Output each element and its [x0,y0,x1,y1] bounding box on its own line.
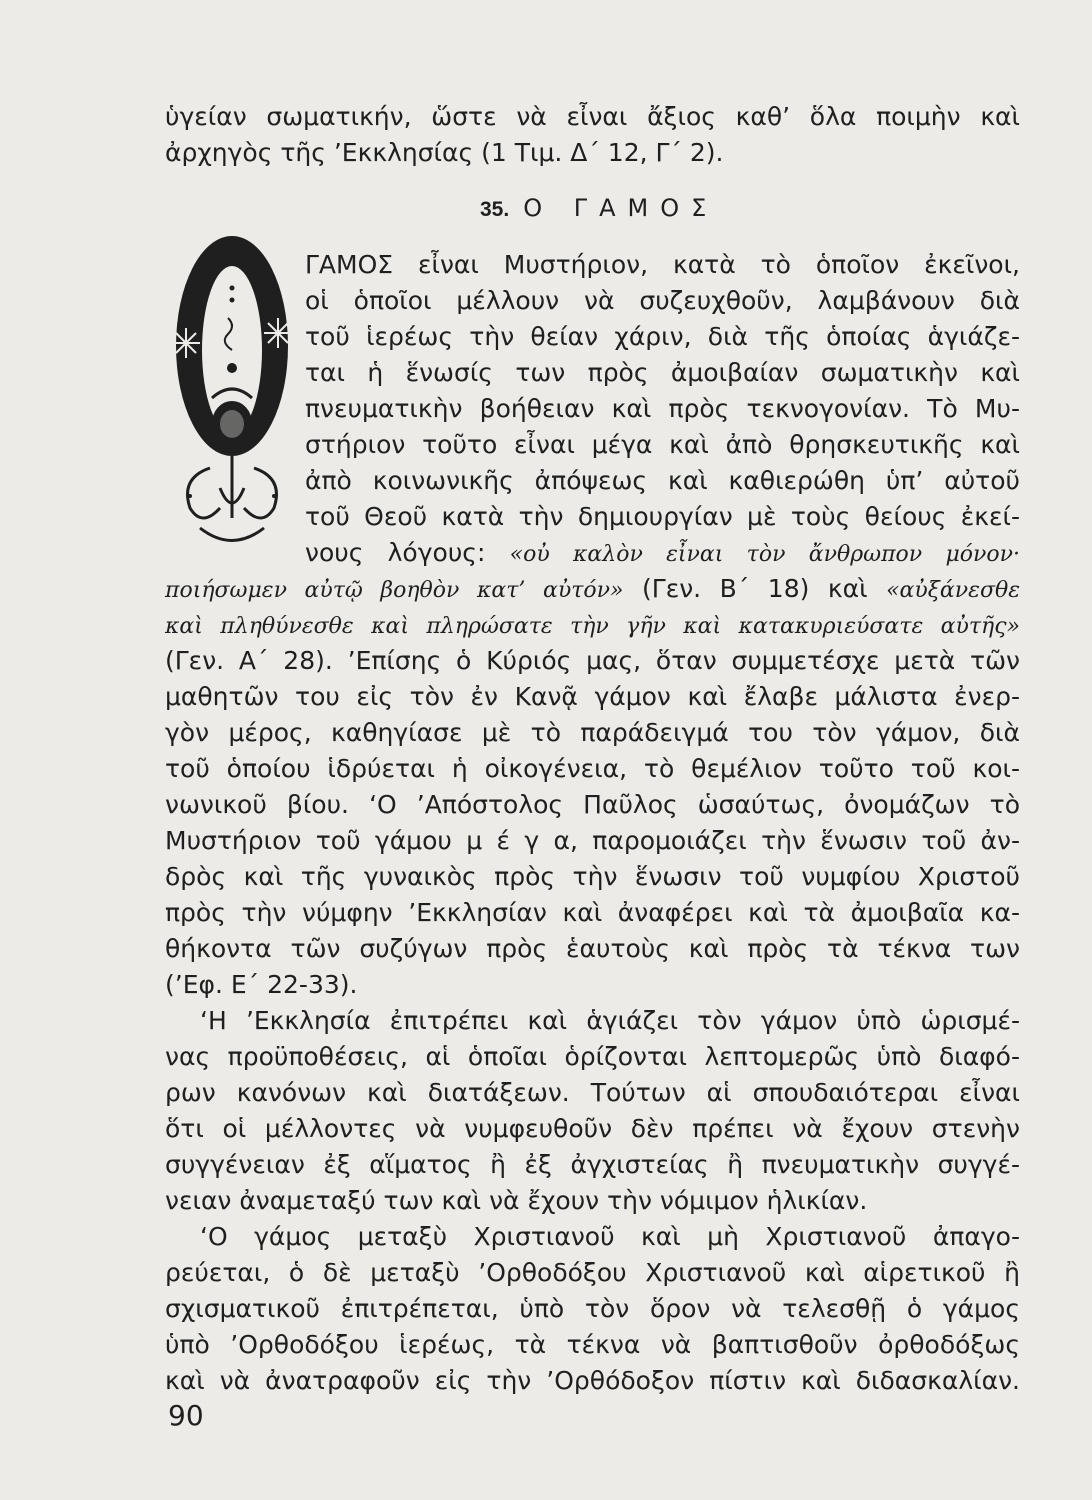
text-line: ὑγείαν σωματικήν, ὥστε νὰ εἶναι ἄξιος καθ’ ὅλα ποιμὴν καὶ [165,102,1020,131]
text-line: ‘Ο γάμος μεταξὺ Χριστιανοῦ καὶ μὴ Χριστιανοῦ ἀπαγο- [200,1222,1020,1251]
text-fragment: νους λόγους: [305,538,486,567]
text-fragment: (Γεν. Β΄ 18) καὶ [642,574,868,603]
text-line: νειαν ἀναμεταξύ των καὶ νὰ ἔχουν τὴν νόμιμον ἡλικίαν. [165,1186,868,1215]
text-line: (Γεν. Α΄ 28). ’Επίσης ὁ Κύριός μας, ὅταν συμμετέσχε μετὰ τῶν [165,646,1020,675]
text-line: ὅτι οἱ μέλλοντες νὰ νυμφευθοῦν δὲν πρέπει νὰ ἔχουν στενὴν [165,1114,1020,1143]
text-line: ‘Η ’Εκκλησία ἐπιτρέπει καὶ ἁγιάζει τὸν γάμον ὑπὸ ὡρισμέ- [200,1006,1020,1035]
text-line: Μυστήριον τοῦ γάμου μ έ γ α, παρομοιάζει τὴν ἕνωσιν τοῦ ἀν- [165,826,1020,855]
text-line: στήριον τοῦτο εἶναι μέγα καὶ ἀπὸ θρησκευτικῆς καὶ [305,430,1020,459]
text-line: τοῦ ὁποίου ἱδρύεται ἡ οἰκογένεια, τὸ θεμέλιον τοῦτο τοῦ κοι- [165,754,1020,783]
text-line: ἀπὸ κοινωνικῆς ἀπόψεως καὶ καθιερώθη ὑπ’ αὐτοῦ [305,466,1020,495]
text-line: συγγένειαν ἐξ αἵματος ἢ ἐξ ἀγχιστείας ἢ πνευματικὴν συγγέ- [165,1150,1020,1179]
section-title: Ο ΓΑΜΟΣ [523,194,719,222]
text-line: νας προϋποθέσεις, αἱ ὁποῖαι ὁρίζονται λεπτομερῶς ὑπὸ διαφό- [165,1042,1020,1071]
page-number: 90 [168,1399,204,1432]
text-line: ὑπὸ ’Ορθοδόξου ἱερέως, τὰ τέκνα νὰ βαπτισθοῦν ὀρθοδόξως [165,1330,1020,1359]
text-line [165,571,1020,609]
quote-fragment: «αὐξάνεσθε [886,578,1021,603]
text-line: καὶ νὰ ἀνατραφοῦν εἰς τὴν ’Ορθόδοξον πίστιν καὶ διδασκαλίαν. [165,1366,1020,1395]
ornamental-drop-cap-icon [170,228,305,553]
text-line: οἱ ὁποῖοι μέλλουν νὰ συζευχθοῦν, λαμβάνουν διὰ [305,286,1020,315]
text-line: πνευματικὴν βοήθειαν καὶ πρὸς τεκνογονίαν. Τὸ Μυ- [305,394,1020,423]
text-line: νωνικοῦ βίου. ‘Ο ’Απόστολος Παῦλος ὡσαύτως, ὀνομάζων τὸ [165,790,1020,819]
section-number: 35. [480,198,510,221]
quote-fragment: «οὐ καλὸν εἶναι τὸν ἄνθρωπον μόνον· [509,542,1020,567]
text-line: δρὸς καὶ τῆς γυναικὸς πρὸς τὴν ἕνωσιν τοῦ νυμφίου Χριστοῦ [165,862,1020,891]
section-heading [480,190,740,228]
text-line [305,535,1020,573]
text-line: ρων κανόνων καὶ διατάξεων. Τούτων αἱ σπουδαιότεραι εἶναι [165,1078,1020,1107]
text-line: ἀρχηγὸς τῆς ’Εκκλησίας (1 Τιμ. Δ΄ 12, Γ΄ 2). [165,138,724,167]
quote-fragment: καὶ πληθύνεσθε καὶ πληρώσατε τὴν γῆν καὶ κατακυριεύσατε αὐτῆς» [165,614,1020,639]
text-line [165,607,1020,645]
text-line: σχισματικοῦ ἐπιτρέπεται, ὑπὸ τὸν ὅρον νὰ τελεσθῇ ὁ γάμος [165,1294,1020,1323]
text-line: (’Εφ. Ε΄ 22-33). [165,970,358,999]
text-line: τοῦ ἱερέως τὴν θείαν χάριν, διὰ τῆς ὁποίας ἁγιάζε- [305,322,1020,351]
text-line: γὸν μέρος, καθηγίασε μὲ τὸ παράδειγμά του τὸν γάμον, διὰ [165,718,1020,747]
text-line: μαθητῶν του εἰς τὸν ἐν Κανᾷ γάμον καὶ ἔλαβε μάλιστα ἐνερ- [165,682,1020,711]
text-line: τοῦ Θεοῦ κατὰ τὴν δημιουργίαν μὲ τοὺς θείους ἐκεί- [305,502,1020,531]
text-line: θήκοντα τῶν συζύγων πρὸς ἑαυτοὺς καὶ πρὸς τὰ τέκνα των [165,934,1020,963]
text-line: ται ἡ ἕνωσίς των πρὸς ἀμοιβαίαν σωματικὴν καὶ [305,358,1020,387]
text-line: ΓΑΜΟΣ εἶναι Μυστήριον, κατὰ τὸ ὁποῖον ἐκεῖνοι, [305,250,1020,279]
quote-fragment: ποιήσωμεν αὐτῷ βοηθὸν κατ’ αὐτόν» [165,578,624,603]
text-line: ρεύεται, ὁ δὲ μεταξὺ ’Ορθοδόξου Χριστιανοῦ καὶ αἱρετικοῦ ἢ [165,1258,1020,1287]
text-line: πρὸς τὴν νύμφην ’Εκκλησίαν καὶ ἀναφέρει καὶ τὰ ἀμοιβαῖα κα- [165,898,1020,927]
